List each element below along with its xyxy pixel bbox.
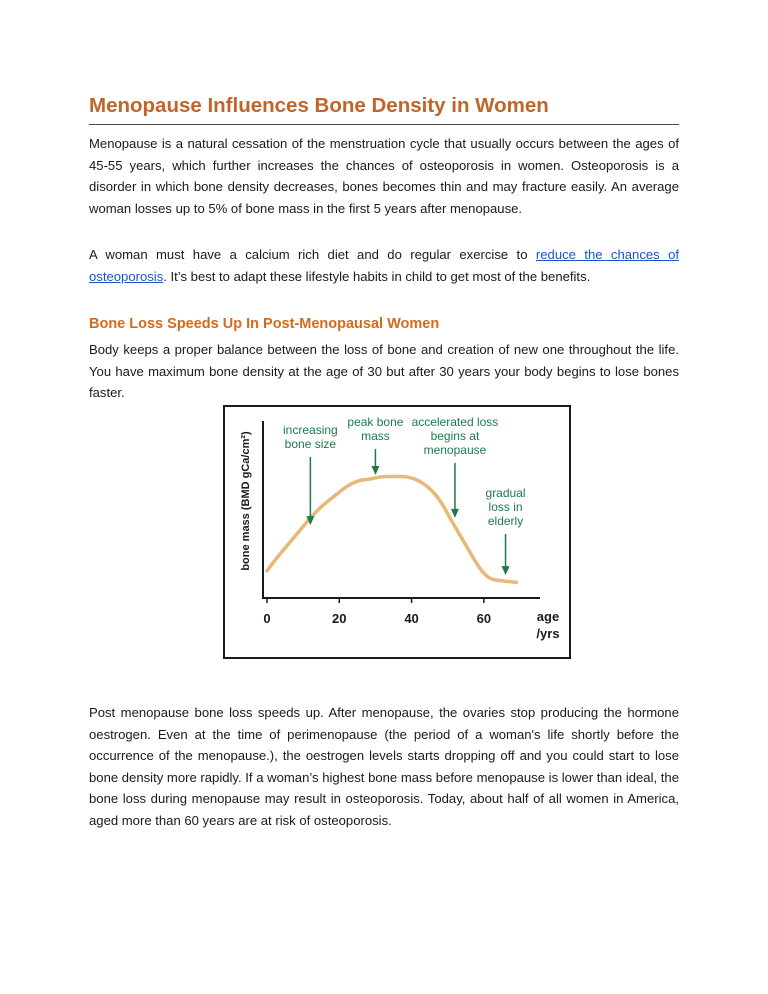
- x-axis-label-line2: /yrs: [536, 626, 560, 641]
- x-tick-label: 20: [332, 611, 347, 626]
- bone-mass-chart-svg: [223, 405, 571, 659]
- section-heading: Bone Loss Speeds Up In Post-Menopausal Women: [89, 316, 440, 332]
- bone-mass-chart: [223, 405, 571, 659]
- annotation-gradual-line: loss in: [488, 500, 523, 514]
- x-axis-label-line1: age: [536, 609, 560, 624]
- annotation-accelerated-line: accelerated loss: [411, 415, 499, 429]
- reduce-osteoporosis-link[interactable]: reduce the chances of osteoporosis: [89, 247, 680, 284]
- closing-paragraph: Post menopause bone loss speeds up. After menopause, the ovaries stop producing the hormone oestrogen. Even at the time of perimenopause (the period of a woman's life shortly before the occurrence of the menopause.), the oestrogen levels starts dropping off and you could start to lose bone density more rapidly. If a woman’s highest bone mass before menopause is lower than ideal, the bone loss during menopause may result in osteoporosis. Today, about half of all women in America, aged more than 60 years are at risk of osteoporosis.: [89, 705, 679, 828]
- chart-frame: [224, 406, 570, 658]
- annotation-peak-line: mass: [361, 429, 390, 443]
- annotation-gradual-line: elderly: [487, 514, 524, 528]
- title-divider: [89, 124, 679, 125]
- calcium-text-before-link: A woman must have a calcium rich diet and do regular exercise to: [89, 247, 536, 262]
- section-paragraph: Body keeps a proper balance between the loss of bone and creation of new one throughout the life. You have maximum bone density at the age of 30 but after 30 years your body begins to lose bones faster.: [89, 342, 679, 401]
- annotation-increasing-line: increasing: [283, 423, 338, 437]
- annotation-increasing-line: bone size: [284, 437, 337, 451]
- x-tick-label: 0: [263, 611, 271, 626]
- annotation-accelerated-line: begins at: [430, 429, 480, 443]
- x-tick-label: 60: [476, 611, 492, 626]
- y-axis-label: bone mass (BMD gCa/cm²): [240, 431, 252, 571]
- annotation-gradual-line: gradual: [485, 486, 526, 500]
- document-title: Menopause Influences Bone Density in Women: [89, 94, 549, 117]
- annotation-accelerated-line: menopause: [423, 443, 487, 457]
- intro-paragraph: Menopause is a natural cessation of the menstruation cycle that usually occurs between the ages of 45-55 years, which further increases the chances of osteoporosis in women. Osteoporosis is a disorder in which bone density decreases, bones becomes thin and may fracture easily. An average woman losses up to 5% of bone mass in the first 5 years after menopause.: [89, 136, 679, 216]
- annotation-peak-line: peak bone: [347, 415, 404, 429]
- calcium-paragraph: [89, 244, 679, 287]
- calcium-text-after-link: . It’s best to adapt these lifestyle habits in child to get most of the benefits.: [163, 268, 591, 284]
- x-tick-label: 40: [404, 611, 419, 626]
